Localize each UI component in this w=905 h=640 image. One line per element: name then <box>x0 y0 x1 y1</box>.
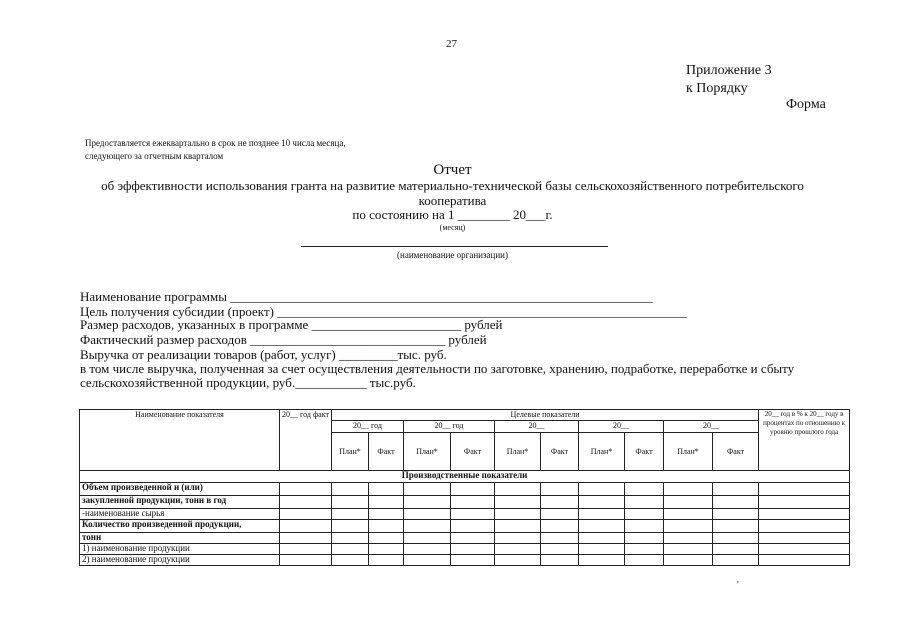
header-fact: Факт <box>541 433 579 471</box>
revenue-field: Выручка от реализации товаров (работ, услуг) _________тыс. руб. <box>80 347 447 362</box>
revenue-including-line1: в том числе выручка, полученная за счет осуществления деятельности по заготовке, хранению, подработке, переработке и сбыту <box>80 361 795 376</box>
table-row <box>80 483 850 496</box>
submission-note-line2: следующего за отчетным кварталом <box>85 151 224 161</box>
table-row <box>80 555 850 566</box>
header-plan: План* <box>664 433 713 471</box>
header-fact: Факт <box>625 433 664 471</box>
row-label: 2) наименование продукции <box>80 555 280 566</box>
organization-name-line <box>301 246 608 247</box>
row-label: Количество произведенной продукции, <box>80 520 280 533</box>
organization-caption: (наименование организации) <box>397 250 508 260</box>
header-year-5: 20__ <box>664 421 759 433</box>
header-plan: План* <box>332 433 369 471</box>
header-fact: Факт <box>451 433 495 471</box>
header-year-fact: 20__ год факт <box>280 410 332 471</box>
row-label: 1) наименование продукции <box>80 544 280 555</box>
page-number: 27 <box>446 38 457 50</box>
submission-note-line1: Предоставляется ежеквартально в срок не позднее 10 числа месяца, <box>85 138 346 148</box>
report-title: Отчет <box>433 162 472 178</box>
actual-costs-field: Фактический размер расходов ______________________________ рублей <box>80 332 487 347</box>
month-caption: (месяц) <box>439 223 466 232</box>
table-row <box>80 520 850 533</box>
table-row <box>80 496 850 509</box>
row-label: -наименование сырья <box>80 509 280 520</box>
header-plan: План* <box>495 433 541 471</box>
subsidy-goal-field: Цель получения субсидии (проект) _______________________________________________________________ <box>80 304 687 319</box>
header-year-1: 20__ год <box>332 421 404 433</box>
table-row <box>80 509 850 520</box>
header-target-indicators: Целевые показатели <box>332 410 759 421</box>
header-indicator-name: Наименование показателя <box>80 410 280 471</box>
indicators-table <box>79 409 850 566</box>
row-label: тонн <box>80 533 280 544</box>
header-year-4: 20__ <box>579 421 664 433</box>
row-label: Объем произведенной и (или) <box>80 483 280 496</box>
report-date-line: по состоянию на 1 ________ 20___г. <box>352 207 553 222</box>
section-production-indicators: Производственные показатели <box>80 471 850 483</box>
header-percent-prev-year: 20__ год в % к 20__ году в процентах по отношению к уровню прошлого года <box>759 410 850 471</box>
revenue-including-line2: сельскохозяйственной продукции, руб.___________ тыс.руб. <box>80 375 416 390</box>
header-fact: Факт <box>369 433 404 471</box>
planned-costs-field: Размер расходов, указанных в программе _______________________ рублей <box>80 317 503 332</box>
table-row <box>80 533 850 544</box>
program-name-field: Наименование программы _________________________________________________________________ <box>80 289 653 304</box>
report-subtitle-line1: об эффективности использования гранта на развитие материально-технической базы сельскохозяйственного потребительского <box>101 178 804 193</box>
table-row <box>80 544 850 555</box>
report-subtitle-line2: кооператива <box>418 193 487 208</box>
appendix-reference: к Порядку <box>686 81 748 96</box>
appendix-title: Приложение 3 <box>686 63 772 78</box>
row-label: закупленной продукции, тонн в год <box>80 496 280 509</box>
form-label: Форма <box>786 97 826 112</box>
header-fact: Факт <box>713 433 759 471</box>
header-plan: План* <box>579 433 625 471</box>
header-plan: План* <box>404 433 451 471</box>
scan-mark: ' <box>737 580 739 591</box>
header-year-3: 20__ <box>495 421 579 433</box>
header-year-2: 20__ год <box>404 421 495 433</box>
